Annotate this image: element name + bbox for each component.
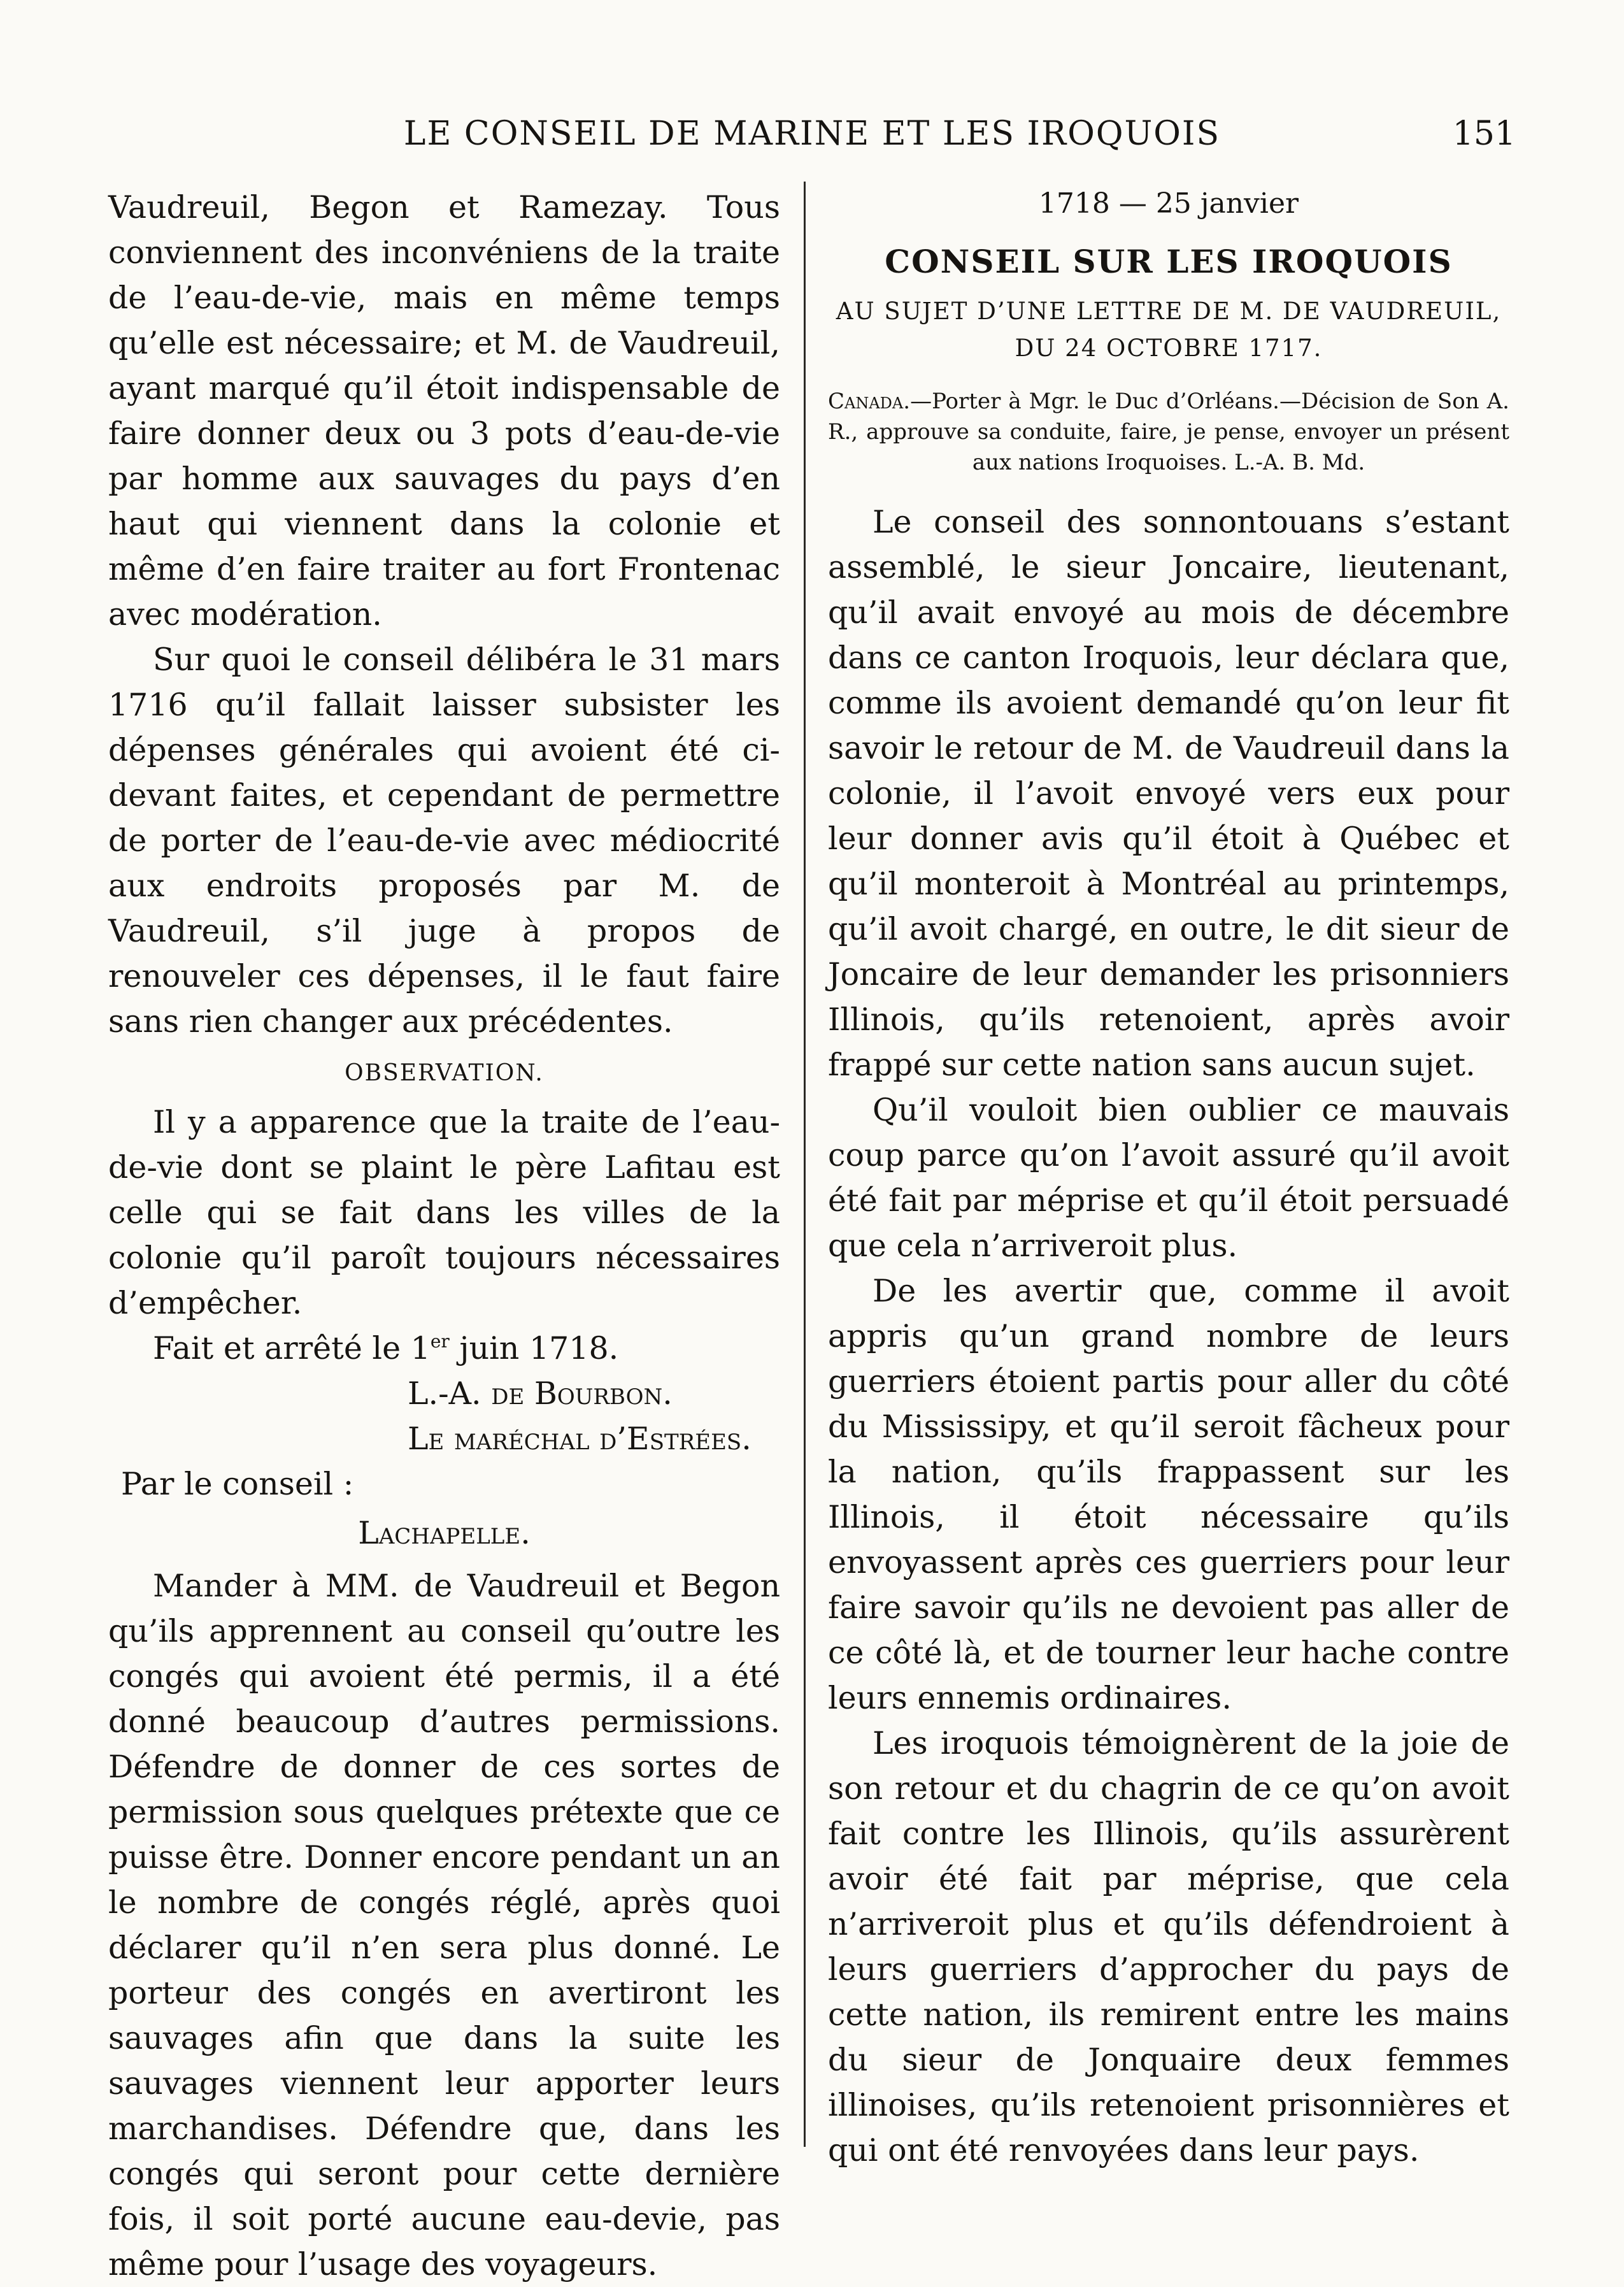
paragraph: Sur quoi le conseil délibéra le 31 mars 1716 qu’il fallait laisser subsister les dépenses générales qui avoient été ci-devant faites, et cependant de permettre de porter de l’eau-de-vie avec médiocrité aux endroits proposés par M. de Vaudreuil, s’il juge à propos de renouveler ces dépenses, il le faut faire sans rien changer aux précédentes. (108, 642, 780, 1040)
paragraph: De les avertir que, comme il avoit appris qu’un grand nombre de leurs guerriers étoient partis pour aller du côté du Mississipy, et qu’il seroit fâcheux pour la nation, qu’ils frappassent sur les Illinois, il étoit nécessaire qu’ils envoyassent après ces guerriers pour leur faire savoir qu’ils ne devoient pas aller de ce côté là, et de tourner leur hache contre leurs ennemis ordinaires. (828, 1273, 1509, 1716)
left-column (108, 185, 780, 2287)
running-title: LE CONSEIL DE MARINE ET LES IROQUOIS (403, 115, 1221, 153)
document-subtitle-1: AU SUJET D’UNE LETTRE DE M. DE VAUDREUIL, (836, 298, 1502, 325)
date-suffix: juin 1718. (449, 1330, 619, 1366)
document-subtitle-2: DU 24 OCTOBRE 1717. (1015, 334, 1323, 362)
document-title: CONSEIL SUR LES IROQUOIS (885, 243, 1453, 280)
signatory-lachapelle: Lachapelle. (358, 1515, 531, 1551)
paragraph: Mander à MM. de Vaudreuil et Begon qu’ils apprennent au conseil qu’outre les congés qui avoient été permis, il a été donné beaucoup d’autres permissions. Défendre de donner de ces sortes de permission sous quelques prétexte que ce puisse être. Donner encore pendant un an le nombre de congés réglé, après quoi déclarer qu’il n’en sera plus donné. Le porteur des congés en avertiront les sauvages afin que dans la suite les sauvages viennent leur apporter leurs marchandises. Défendre que, dans les congés qui seront pour cette dernière fois, il soit porté aucune eau-devie, pas même pour l’usage des voyageurs. (108, 1568, 780, 2283)
date-superscript: er (430, 1331, 450, 1352)
paragraph: Vaudreuil, Begon et Ramezay. Tous conviennent des inconvéniens de la traite de l’eau-de-vie, mais en même temps qu’elle est nécessaire; et M. de Vaudreuil, ayant marqué qu’il étoit indispensable de faire donner deux ou 3 pots d’eau-de-vie par homme aux sauvages du pays d’en haut qui viennent dans la colonie et même d’en faire traiter au fort Frontenac avec modération. (108, 189, 780, 633)
signature-date-line (108, 1326, 780, 1371)
canada-note-text: —Porter à Mgr. le Duc d’Orléans.—Décision de Son A. R., approuve sa conduite, faire, je pense, envoyer un présent aux nations Iroquoises. L.-A. B. Md. (828, 389, 1509, 475)
observation-heading: OBSERVATION. (345, 1060, 544, 1086)
date-prefix: Fait et arrêté le 1 (153, 1330, 431, 1366)
canada-note (828, 386, 1509, 478)
document-date: 1718 — 25 janvier (1038, 187, 1299, 220)
canada-label: Canada. (828, 389, 911, 414)
paragraph: Il y a apparence que la traite de l’eau-de-vie dont se plaint le père Lafitau est celle qui se fait dans les villes de la colonie qu’il paroît toujours nécessaires d’empêcher. (108, 1104, 780, 1321)
column-divider (804, 182, 806, 2147)
paragraph: Les iroquois témoignèrent de la joie de son retour et du chagrin de ce qu’on avoit fait contre les Illinois, qu’ils assurèrent avoir été fait par méprise, que cela n’arriveroit plus et qu’ils défendroient à leurs guerriers d’approcher du pays de cette nation, ils remirent entre les mains du sieur de Jonquaire deux femmes illinoises, qu’ils retenoient prisonnières et qui ont été renvoyées dans leur pays. (828, 1725, 1509, 2169)
page-header (108, 115, 1516, 166)
par-le-conseil: Par le conseil : (121, 1466, 354, 1502)
signatory-bourbon: L.-A. de Bourbon. (408, 1375, 673, 1412)
right-column (828, 185, 1509, 2173)
paragraph: Qu’il vouloit bien oublier ce mauvais coup parce qu’on l’avoit assuré qu’il avoit été fait par méprise et qu’il étoit persuadé que cela n’arriveroit plus. (828, 1092, 1509, 1264)
signatory-estrees: Le maréchal d’Estrées. (408, 1421, 751, 1457)
page-number: 151 (1452, 115, 1516, 153)
paragraph: Le conseil des sonnontouans s’estant assemblé, le sieur Joncaire, lieutenant, qu’il avait envoyé au mois de décembre dans ce canton Iroquois, leur déclara que, comme ils avoient demandé qu’on leur fit savoir le retour de M. de Vaudreuil dans la colonie, il l’avoit envoyé vers eux pour leur donner avis qu’il étoit à Québec et qu’il monteroit à Montréal au printemps, qu’il avoit chargé, en outre, le dit sieur de Joncaire de leur demander les prisonniers Illinois, qu’ils retenoient, après avoir frappé sur cette nation sans aucun sujet. (828, 504, 1509, 1083)
